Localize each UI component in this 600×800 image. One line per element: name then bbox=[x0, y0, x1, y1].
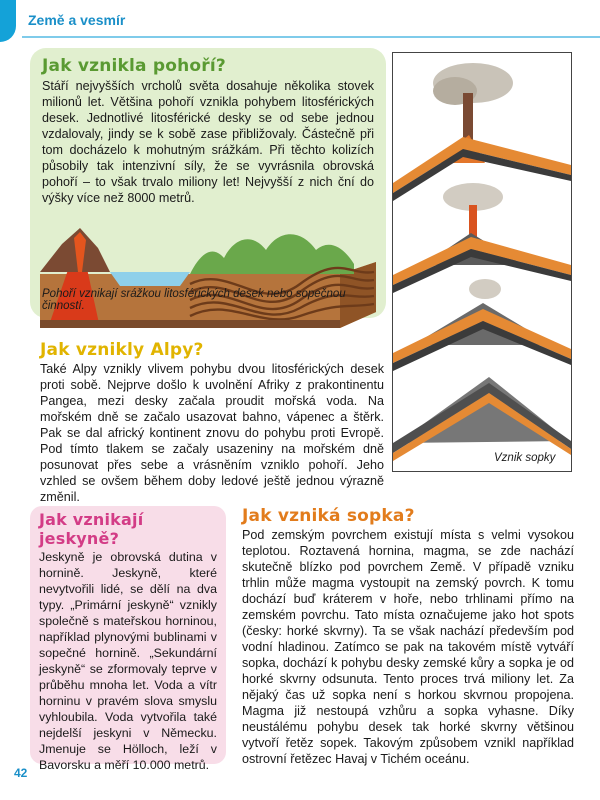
volcano-stage-3 bbox=[393, 279, 571, 371]
alpy-heading: Jak vznikly Alpy? bbox=[40, 340, 204, 360]
header-tab bbox=[0, 0, 16, 42]
sopka-heading: Jak vzniká sopka? bbox=[242, 506, 415, 526]
alpy-text: Také Alpy vznikly vlivem pohybu dvou litosférických desek proti sobě. Nejprve došlo k uvolnění Afriky z prakontinentu Pangea, mezi desky začala proudit mořská voda. Na mořském dně se začalo usazovat bahno, vápenec a štěrk. Pak se dal africký kontinent znovu do pohybu proti Evropě. Pod tímto tlakem se začaly usazeniny na mořském dně posunovat přes sebe a vrásněním vzniklo pohoří. Jeho vzhled se ovšem během doby ledové ještě jednou výrazně změnil. bbox=[40, 362, 384, 504]
volcano-stage-2 bbox=[393, 183, 571, 293]
pohori-box bbox=[30, 48, 386, 318]
pohori-heading: Jak vznikla pohoří? bbox=[42, 56, 226, 76]
mountain-cross-section-illustration bbox=[40, 224, 376, 330]
sopka-section bbox=[242, 506, 574, 767]
alpy-section bbox=[40, 340, 384, 505]
pohori-text: Stáří nejvyšších vrcholů světa dosahuje několika stovek milionů let. Většina pohoří vznikla pohybem litosférických desek. Jednotlivé litosférické desky se od sebe jednou vzdalovaly, jindy se k sobě zase přibližovaly. Částečně při tom docházelo k mohutným srážkám. Při těchto kolizích působily tak intenzivní síly, že se vyvrásnila obrovská pohoří – to však trvalo miliony let! Nejvyšší z nich ční do výšky více než 8000 metrů. bbox=[42, 79, 374, 205]
pohori-caption: Pohoří vznikají srážkou litosférických desek nebo sopečnou činností. bbox=[42, 288, 346, 312]
page-number: 42 bbox=[14, 766, 28, 780]
jeskyne-heading: Jak vznikají jeskyně? bbox=[39, 510, 144, 548]
volcano-stages-illustration bbox=[392, 52, 572, 472]
header-rule bbox=[22, 36, 600, 38]
volcano-stage-1 bbox=[393, 63, 571, 201]
jeskyne-text: Jeskyně je obrovská dutina v hornině. Jeskyně, které nevytvořili lidé, se dělí na dva typy. „Primární jeskyně“ vznikly společně s mateřskou horninou, například plynovými bublinami v sopečné hornině. „Sekundární jeskyně“ se zformovaly teprve v průběhu mnoha let. Voda a vítr horninu v pravém slova smyslu vyhloubila. Voda vytvořila také nejdelší jeskyni v Německu. Jmenuje se Hölloch, leží v Bavorsku a měří 10.000 metrů. bbox=[39, 550, 217, 772]
sopka-text: Pod zemským povrchem existují místa s velmi vysokou teplotou. Roztavená hornina, magma, se zde nachází skutečně blízko pod povrchem Země. V případě vzniku trhlin může magma vystoupit na zemský povrch. K tomu dochází buď kráterem v hoře, nebo trhlinami přímo na zemském povrchu. Tato místa označujeme jako hot spots (česky: horké skvrny). Ta se však nachází především pod vodní hladinou. Zatímco se pak na takovém místě vytváří sopka, dochází k pohybu desky zemské kůry a sopka je od horké skvrny odsunuta. Tento proces trvá miliony let. Za nějaký čas už sopka není s horkou skvrnou propojena. Magma již nestoupá vzhůru a sopka vyhasne. Díky neustálému pohybu desek tak horké skvrny většinou vytvoří řetěz sopek. Takovým způsobem vznikl například ostrovní řetězec Havaj v Tichém oceánu. bbox=[242, 528, 574, 766]
section-title: Země a vesmír bbox=[28, 12, 126, 28]
volcano-caption: Vznik sopky bbox=[494, 452, 556, 464]
jeskyne-box bbox=[30, 506, 226, 772]
volcano-stage-4 bbox=[393, 377, 571, 461]
